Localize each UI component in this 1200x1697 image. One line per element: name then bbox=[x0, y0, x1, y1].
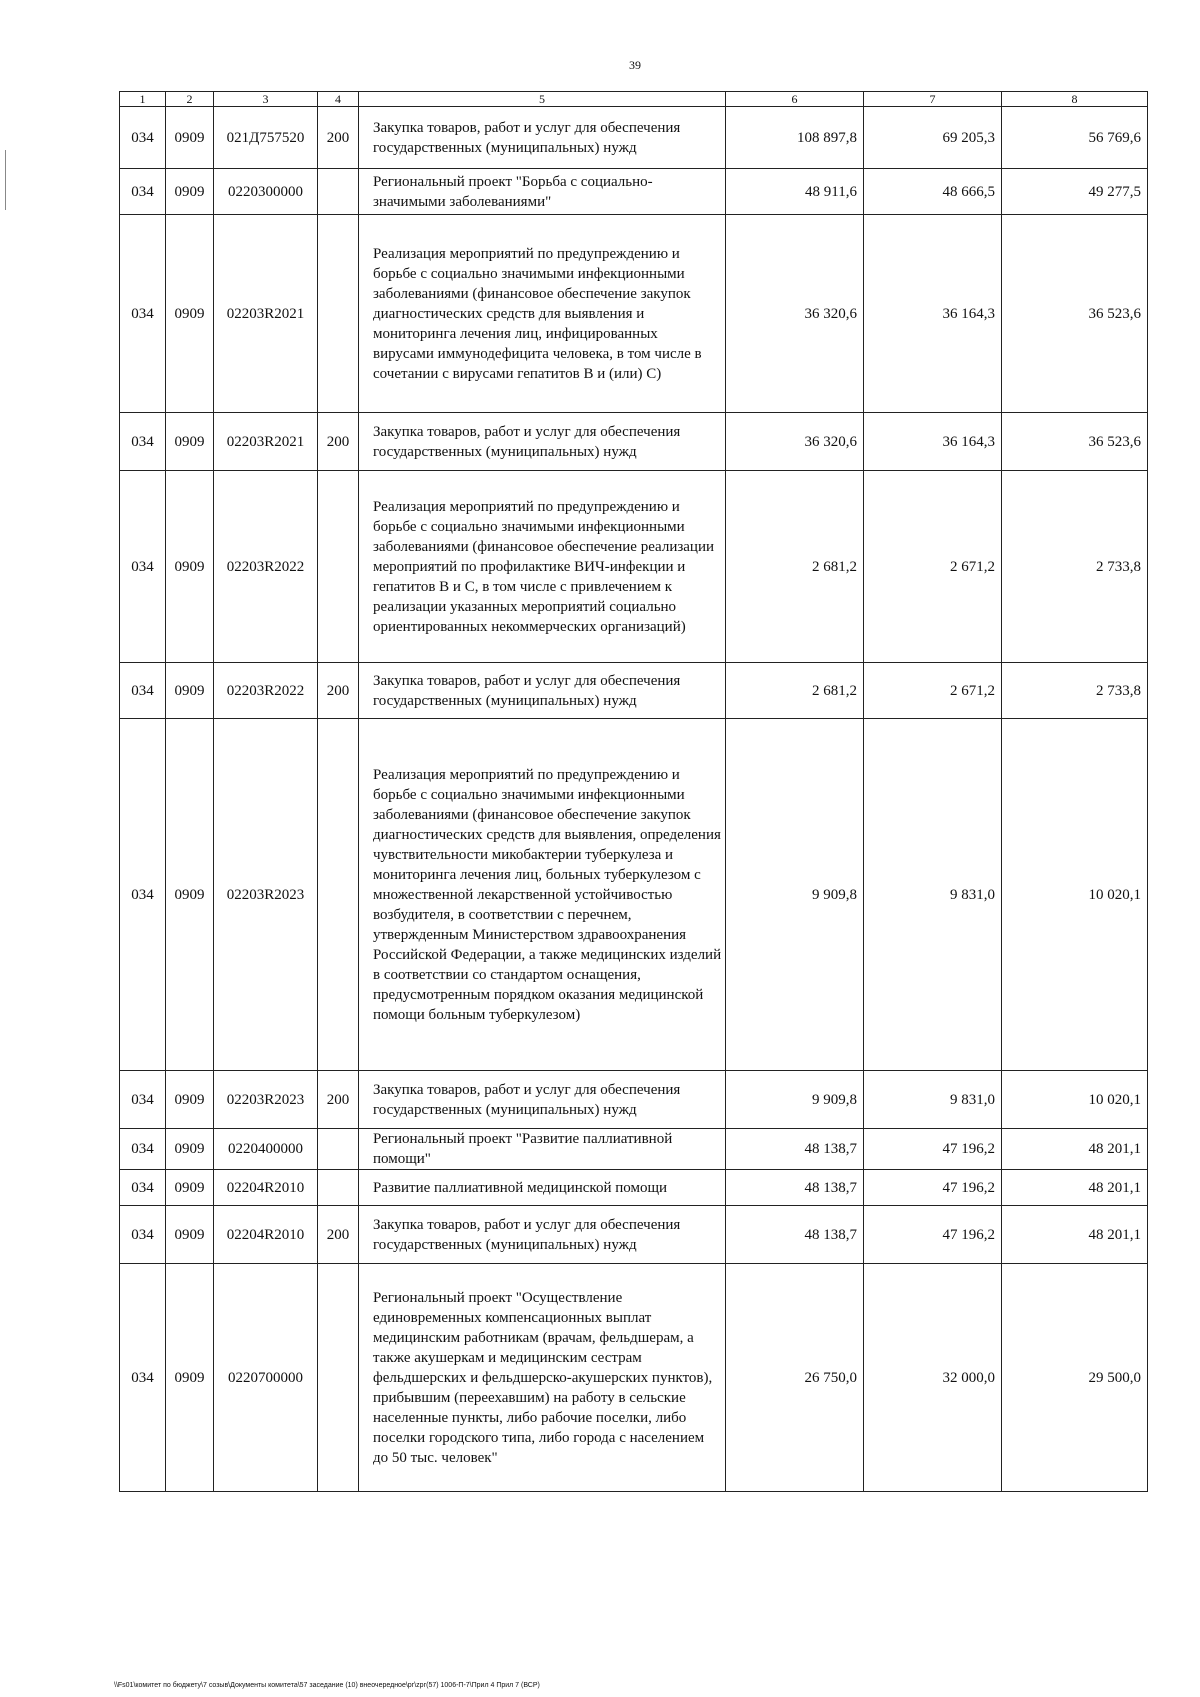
amount-col6: 2 681,2 bbox=[726, 663, 864, 719]
amount-col8: 29 500,0 bbox=[1002, 1264, 1148, 1492]
item-description: Закупка товаров, работ и услуг для обеспечения государственных (муниципальных) нужд bbox=[359, 663, 726, 719]
amount-col6: 48 911,6 bbox=[726, 169, 864, 215]
target-article-code: 02203R2023 bbox=[214, 1071, 318, 1129]
expense-type-code bbox=[318, 1129, 359, 1170]
expense-type-code: 200 bbox=[318, 663, 359, 719]
footer-file-path: \\Fs01\комитет по бюджету\7 созыв\Документы комитета\57 заседание (10) внеочередное\рг\zрг(57) 1006-П-7\Прил 4 Прил 7 (ВСР) bbox=[114, 1682, 540, 1689]
amount-col6: 26 750,0 bbox=[726, 1264, 864, 1492]
target-article-code: 02204R2010 bbox=[214, 1206, 318, 1264]
column-header: 1 bbox=[120, 92, 166, 107]
table-row bbox=[120, 1071, 1148, 1129]
table-row bbox=[120, 1170, 1148, 1206]
target-article-code: 02203R2022 bbox=[214, 663, 318, 719]
margin-mark bbox=[5, 150, 6, 210]
amount-col6: 48 138,7 bbox=[726, 1206, 864, 1264]
amount-col6: 2 681,2 bbox=[726, 471, 864, 663]
ministry-code: 034 bbox=[120, 1071, 166, 1129]
item-description: Реализация мероприятий по предупреждению и борьбе с социально значимыми инфекционными заболеваниями (финансовое обеспечение закупок диагностических средств для выявления и мониторинга лечения лиц, инфицированных вирусами иммунодефицита человека, в том числе в сочетании с вирусами гепатитов В и (или) С) bbox=[359, 215, 726, 413]
item-description: Региональный проект "Борьба с социально-значимыми заболеваниями" bbox=[359, 169, 726, 215]
section-code: 0909 bbox=[166, 1071, 214, 1129]
item-description: Закупка товаров, работ и услуг для обеспечения государственных (муниципальных) нужд bbox=[359, 107, 726, 169]
section-code: 0909 bbox=[166, 1206, 214, 1264]
section-code: 0909 bbox=[166, 1129, 214, 1170]
table-row bbox=[120, 1129, 1148, 1170]
expense-type-code bbox=[318, 471, 359, 663]
amount-col6: 9 909,8 bbox=[726, 719, 864, 1071]
amount-col7: 2 671,2 bbox=[864, 471, 1002, 663]
target-article-code: 02203R2023 bbox=[214, 719, 318, 1071]
column-header: 5 bbox=[359, 92, 726, 107]
amount-col7: 69 205,3 bbox=[864, 107, 1002, 169]
ministry-code: 034 bbox=[120, 1264, 166, 1492]
target-article-code: 0220400000 bbox=[214, 1129, 318, 1170]
table-row bbox=[120, 413, 1148, 471]
amount-col6: 9 909,8 bbox=[726, 1071, 864, 1129]
target-article-code: 02203R2021 bbox=[214, 215, 318, 413]
expense-type-code bbox=[318, 719, 359, 1071]
item-description: Развитие паллиативной медицинской помощи bbox=[359, 1170, 726, 1206]
target-article-code: 02203R2021 bbox=[214, 413, 318, 471]
column-header: 4 bbox=[318, 92, 359, 107]
expense-type-code bbox=[318, 1264, 359, 1492]
budget-table bbox=[119, 91, 1148, 1492]
item-description: Региональный проект "Осуществление единовременных компенсационных выплат медицинским работникам (врачам, фельдшерам, а также акушеркам и медицинским сестрам фельдшерских и фельдшерско-акушерских пунктов), прибывшим (переехавшим) на работу в сельские населенные пункты, либо рабочие поселки, либо поселки городского типа, либо города с населением до 50 тыс. человек" bbox=[359, 1264, 726, 1492]
amount-col8: 2 733,8 bbox=[1002, 663, 1148, 719]
ministry-code: 034 bbox=[120, 1170, 166, 1206]
amount-col7: 47 196,2 bbox=[864, 1170, 1002, 1206]
amount-col8: 2 733,8 bbox=[1002, 471, 1148, 663]
amount-col7: 36 164,3 bbox=[864, 413, 1002, 471]
table-row bbox=[120, 719, 1148, 1071]
target-article-code: 02203R2022 bbox=[214, 471, 318, 663]
amount-col8: 10 020,1 bbox=[1002, 719, 1148, 1071]
expense-type-code: 200 bbox=[318, 1206, 359, 1264]
section-code: 0909 bbox=[166, 719, 214, 1071]
amount-col6: 48 138,7 bbox=[726, 1129, 864, 1170]
table-row bbox=[120, 1264, 1148, 1492]
item-description: Закупка товаров, работ и услуг для обеспечения государственных (муниципальных) нужд bbox=[359, 413, 726, 471]
expense-type-code: 200 bbox=[318, 107, 359, 169]
item-description: Реализация мероприятий по предупреждению и борьбе с социально значимыми инфекционными заболеваниями (финансовое обеспечение реализации мероприятий по профилактике ВИЧ-инфекции и гепатитов В и С, в том числе с привлечением к реализации указанных мероприятий социально ориентированных некоммерческих организаций) bbox=[359, 471, 726, 663]
item-description: Закупка товаров, работ и услуг для обеспечения государственных (муниципальных) нужд bbox=[359, 1071, 726, 1129]
table-row bbox=[120, 107, 1148, 169]
item-description: Закупка товаров, работ и услуг для обеспечения государственных (муниципальных) нужд bbox=[359, 1206, 726, 1264]
column-header: 2 bbox=[166, 92, 214, 107]
amount-col7: 9 831,0 bbox=[864, 719, 1002, 1071]
table-row bbox=[120, 1206, 1148, 1264]
amount-col8: 48 201,1 bbox=[1002, 1206, 1148, 1264]
target-article-code: 0220300000 bbox=[214, 169, 318, 215]
amount-col7: 48 666,5 bbox=[864, 169, 1002, 215]
ministry-code: 034 bbox=[120, 1129, 166, 1170]
amount-col7: 32 000,0 bbox=[864, 1264, 1002, 1492]
target-article-code: 0220700000 bbox=[214, 1264, 318, 1492]
amount-col8: 56 769,6 bbox=[1002, 107, 1148, 169]
column-number-row bbox=[120, 92, 1148, 107]
amount-col8: 48 201,1 bbox=[1002, 1129, 1148, 1170]
amount-col7: 47 196,2 bbox=[864, 1206, 1002, 1264]
amount-col6: 48 138,7 bbox=[726, 1170, 864, 1206]
amount-col6: 36 320,6 bbox=[726, 413, 864, 471]
amount-col7: 2 671,2 bbox=[864, 663, 1002, 719]
target-article-code: 021Д757520 bbox=[214, 107, 318, 169]
ministry-code: 034 bbox=[120, 413, 166, 471]
column-header: 6 bbox=[726, 92, 864, 107]
expense-type-code: 200 bbox=[318, 413, 359, 471]
ministry-code: 034 bbox=[120, 169, 166, 215]
amount-col8: 48 201,1 bbox=[1002, 1170, 1148, 1206]
ministry-code: 034 bbox=[120, 107, 166, 169]
section-code: 0909 bbox=[166, 1170, 214, 1206]
amount-col7: 36 164,3 bbox=[864, 215, 1002, 413]
amount-col8: 49 277,5 bbox=[1002, 169, 1148, 215]
section-code: 0909 bbox=[166, 169, 214, 215]
expense-type-code bbox=[318, 169, 359, 215]
ministry-code: 034 bbox=[120, 719, 166, 1071]
table-body bbox=[120, 107, 1148, 1492]
item-description: Региональный проект "Развитие паллиативной помощи" bbox=[359, 1129, 726, 1170]
amount-col6: 36 320,6 bbox=[726, 215, 864, 413]
section-code: 0909 bbox=[166, 107, 214, 169]
table-row bbox=[120, 663, 1148, 719]
table-row bbox=[120, 169, 1148, 215]
item-description: Реализация мероприятий по предупреждению и борьбе с социально значимыми инфекционными заболеваниями (финансовое обеспечение закупок диагностических средств для выявления, определения чувствительности микобактерии туберкулеза и мониторинга лечения лиц, больных туберкулезом с множественной лекарственной устойчивостью возбудителя, в соответствии с перечнем, утвержденным Министерством здравоохранения Российской Федерации, а также медицинских изделий в соответствии со стандартом оснащения, предусмотренным порядком оказания медицинской помощи больным туберкулезом) bbox=[359, 719, 726, 1071]
section-code: 0909 bbox=[166, 215, 214, 413]
expense-type-code bbox=[318, 215, 359, 413]
section-code: 0909 bbox=[166, 663, 214, 719]
table-row bbox=[120, 215, 1148, 413]
column-header: 7 bbox=[864, 92, 1002, 107]
amount-col8: 10 020,1 bbox=[1002, 1071, 1148, 1129]
ministry-code: 034 bbox=[120, 663, 166, 719]
amount-col8: 36 523,6 bbox=[1002, 215, 1148, 413]
target-article-code: 02204R2010 bbox=[214, 1170, 318, 1206]
amount-col6: 108 897,8 bbox=[726, 107, 864, 169]
table-row bbox=[120, 471, 1148, 663]
column-header: 3 bbox=[214, 92, 318, 107]
expense-type-code bbox=[318, 1170, 359, 1206]
amount-col7: 47 196,2 bbox=[864, 1129, 1002, 1170]
amount-col8: 36 523,6 bbox=[1002, 413, 1148, 471]
section-code: 0909 bbox=[166, 471, 214, 663]
ministry-code: 034 bbox=[120, 215, 166, 413]
column-header: 8 bbox=[1002, 92, 1148, 107]
page-number: 39 bbox=[629, 58, 641, 72]
ministry-code: 034 bbox=[120, 471, 166, 663]
section-code: 0909 bbox=[166, 1264, 214, 1492]
expense-type-code: 200 bbox=[318, 1071, 359, 1129]
ministry-code: 034 bbox=[120, 1206, 166, 1264]
amount-col7: 9 831,0 bbox=[864, 1071, 1002, 1129]
section-code: 0909 bbox=[166, 413, 214, 471]
